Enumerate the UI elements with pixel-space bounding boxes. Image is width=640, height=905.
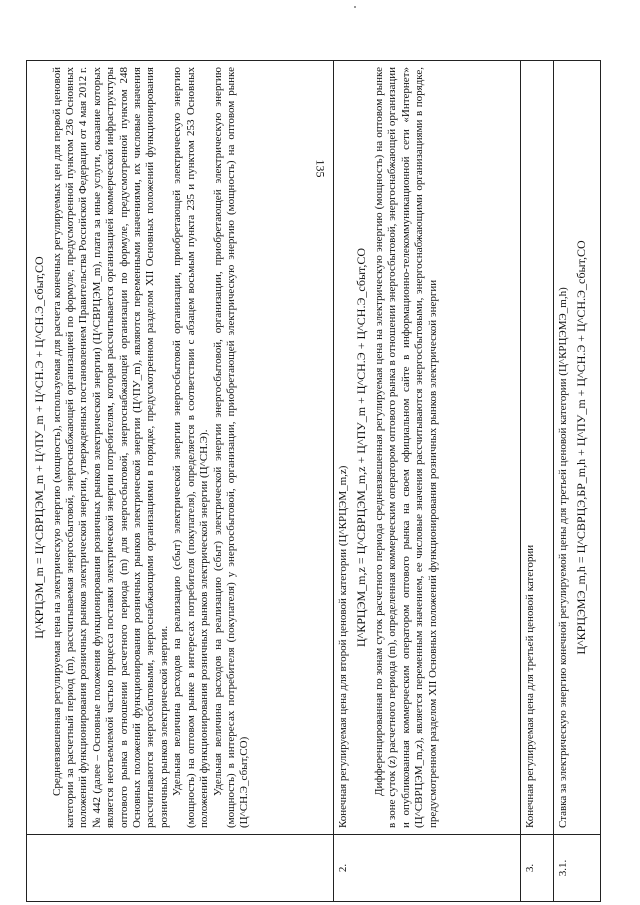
table-row xyxy=(521,61,554,902)
rotated-document xyxy=(26,60,616,902)
formula: Ц^КРЦЭМ_m = Ц^СВРЦЭМ_m + Ц^ПУ_m + Ц^СН.Э + Ц^СН.Э_сбыт,СО xyxy=(32,256,46,639)
row-heading: Конечная регулируемая цена для второй ценовой категории (Ц^КРЦЭМ_m,z) xyxy=(337,465,349,828)
document-sheet xyxy=(26,60,616,902)
row-content xyxy=(27,61,334,835)
row-heading: Ставка за электрическую энергию конечной регулируемой цены для третьей ценовой категории (Ц^КРЦЭМЭ_m,h) xyxy=(557,287,569,828)
paragraph: Средневзвешенная регулируемая цена на электрическую энергию (мощность), используемая для расчета конечных регулируемых цен для первой ценовой категории за расчетный период (m), рассчитываемая энергосбытовой, энергоснабжающей организацией по формуле, предусмотренной пунктом 236 Основных положений функционирования розничных рынков электрической энергии, утвержденных постановлением Правительства Российской Федерации от 4 мая 2012 г. № 442 (далее – Основные положения функционирования розничных рынков электрической энергии) (Ц^СВРЦЭМ_m), плата за иные услуги, оказание которых является неотъемлемой частью процесса поставки электрической энергии потребителям, которая рассчитывается организацией коммерческой инфраструктуры оптового рынка в отношении расчетного периода (m) для энергосбытовой, энергоснабжающей организации по формуле, предусмотренной пунктом 248 Основных положений функционирования розничных рынков электрической энергии (Ц^ПУ_m), являются переменными значениями, их числовые значения рассчитываются энергосбытовыми, энергоснабжающими организациями в порядке, предусмотренном разделом XII Основных положений функционирования розничных рынков электрической энергии. xyxy=(50,67,170,828)
paragraph: Удельная величина расходов на реализацию (сбыт) электрической энергии энергосбытовой, организации, приобретающей электрическую энергию (мощность) в интересах потребителя (покупателя) у энергосбытовой, организации, приобретающей электрическую энергию (мощность) на оптовом рынке (Ц^СН.Э_сбыт,СО) xyxy=(211,67,251,828)
row-number xyxy=(27,835,334,902)
formula: Ц^КРЦЭМ_m,z = Ц^СВРЦЭМ_m,z + Ц^ПУ_m + Ц^СН.Э + Ц^СН.Э_сбыт,СО xyxy=(354,247,369,648)
row-content xyxy=(521,61,554,835)
page-number: 135 xyxy=(313,159,328,178)
formula: Ц^КРЦЭМЭ_m,h = Ц^СВРЦЭ,БР_m,h + Ц^ПУ_m + Ц^СН.Э + Ц^СН.Э_сбыт,СО xyxy=(574,240,589,655)
row-heading: Конечная регулируемая цена для третьей ценовой категории xyxy=(524,544,536,828)
tariff-table xyxy=(26,60,601,902)
binding-mark xyxy=(354,6,356,8)
row-content xyxy=(554,61,601,835)
table-row xyxy=(27,61,334,902)
paragraph: Удельная величина расходов на реализацию (сбыт) электрической энергии энергосбытовой организации, приобретающей электрическую энергию (мощность) на оптовом рынке в интересах потребителя (покупателя), определяется в соответствии с абзацем восьмым пункта 235 и пунктом 253 Основных положений функционирования розничных рынков электрической энергии (Ц^СН.Э). xyxy=(171,67,211,828)
paragraph: Дифференцированная по зонам суток расчетного периода средневзвешенная регулируемая цена на электрическую энергию (мощность) на оптовом рынке в зоне суток (z) расчетного периода (m), определенная коммерческим оператором оптового рынка в отношении энергосбытовой, энергоснабжающей организации и опубликованная коммерческим оператором оптового рынка на своем официальном сайте в информационно-телекоммуникационной сети «Интернет» (Ц^СВРЦЭМ_m,z), является переменным значением, ее числовые значения рассчитываются энергосбытовыми, энергоснабжающими организациями в порядке, предусмотренном разделом XII Основных положений функционирования розничных рынков электрической энергии xyxy=(373,67,439,828)
table-row xyxy=(554,61,601,902)
row-number: 3. xyxy=(521,835,554,902)
row-number: 2. xyxy=(334,835,521,902)
row-content xyxy=(334,61,521,835)
row-number: 3.1. xyxy=(554,835,601,902)
table-row xyxy=(334,61,521,902)
